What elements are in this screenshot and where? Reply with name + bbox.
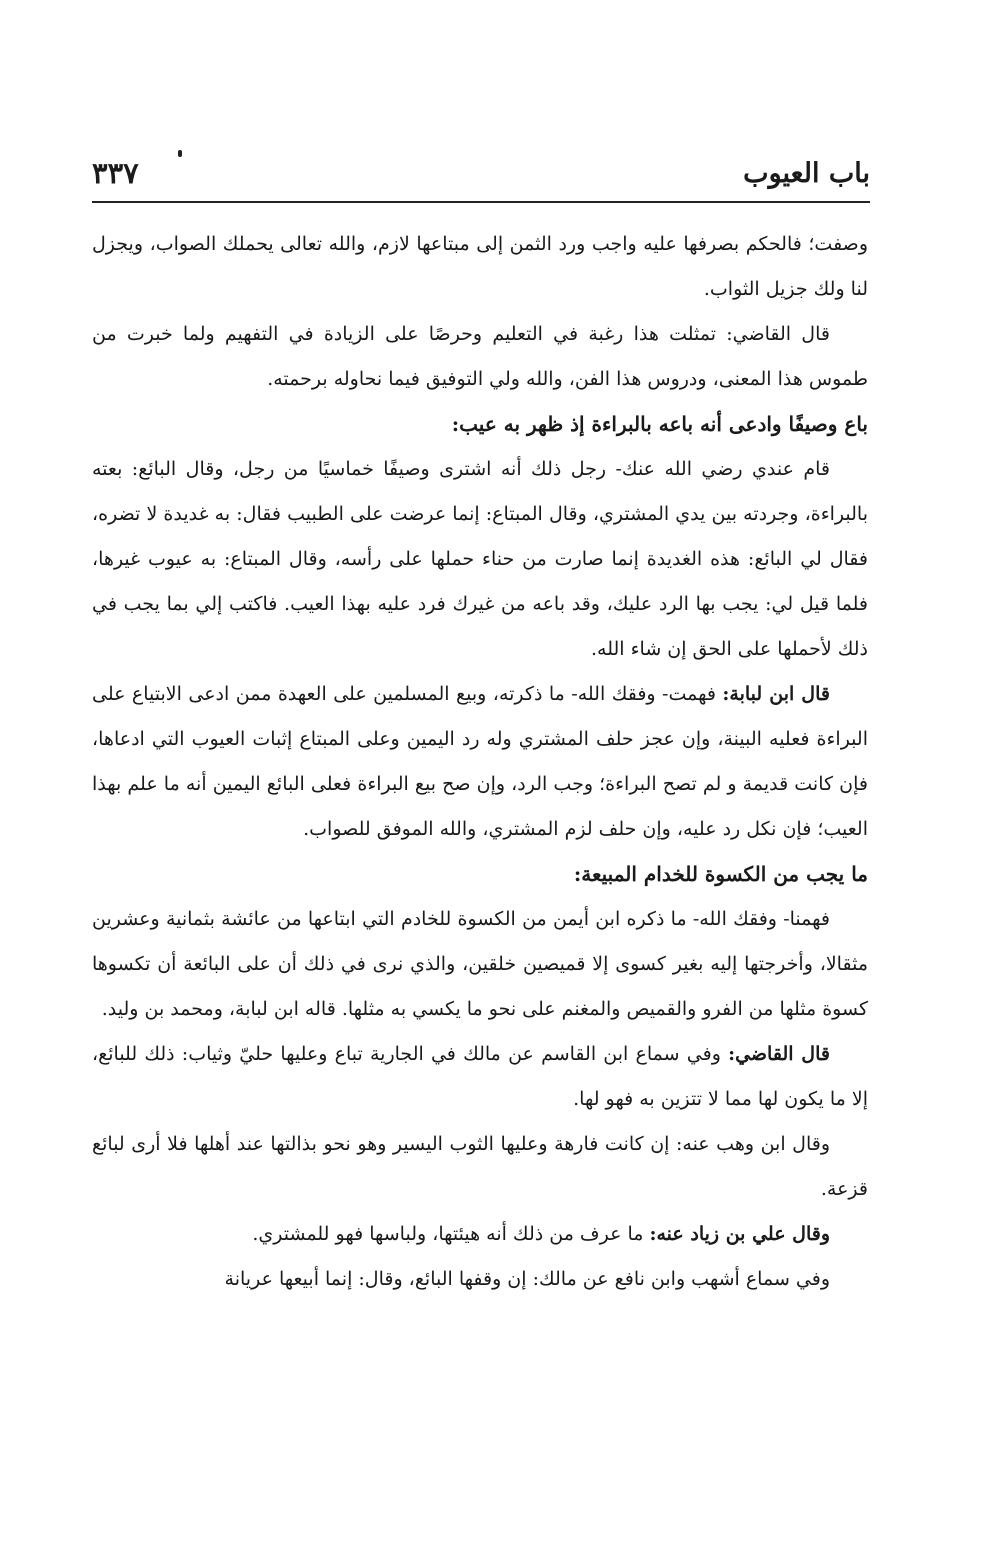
paragraph-text: ما عرف من ذلك أنه هيئتها، ولباسها فهو للمشتري. [252,1223,650,1245]
section-heading: باع وصيفًا وادعى أنه باعه بالبراءة إذ ظهر به عيب: [451,412,868,436]
paragraph: فهمنا- وفقك الله- ما ذكره ابن أيمن من الكسوة للخادم التي ابتاعها من عائشة بثمانية وعشرين مثقالا، وأخرجتها إليه بغير كسوى إلا قميصين خلقين، والذي نرى في ذلك أن على البائعة أن تكسوها كسوة مثلها من الفرو والقميص والمغنم على نحو ما يكسي به مثلها. قاله ابن لبابة، ومحمد بن وليد. [92,908,868,1020]
header-rule [92,201,870,203]
section-heading: ما يجب من الكسوة للخدام المبيعة: [573,862,868,886]
page-header [92,150,870,200]
running-title: باب العيوب [743,158,870,189]
page-number: ٣٣٧ [92,156,139,190]
paragraph-text: وفي سماع ابن القاسم عن مالك في الجارية تباع وعليها حليّ وثياب: ذلك للبائع، إلا ما يكون لها مما لا تتزين به فهو لها. [92,1043,868,1110]
paragraph-text: فهمت- وفقك الله- ما ذكرته، وبيع المسلمين على العهدة ممن ادعى الابتياع على البراءة فعليه البينة، وإن عجز حلف المشتري وله رد اليمين وعلى المبتاع إثبات العيوب التي ادعاها، فإن كانت قديمة و لم تصح البراءة؛ وجب الرد، وإن صح بيع البراءة فعلى البائع اليمين أنه ما علم بهذا العيب؛ فإن نكل رد عليه، وإن حلف لزم المشتري، والله الموفق للصواب. [92,683,868,840]
speaker-label: قال القاضي: [728,1043,830,1065]
page-body [92,222,868,1302]
paragraph [92,672,868,852]
speaker-label: قال ابن لبابة: [722,683,830,705]
paragraph: وقال ابن وهب عنه: إن كانت فارهة وعليها الثوب اليسير وهو نحو بذالتها عند أهلها فلا أرى لبائع قزعة. [92,1133,868,1200]
paragraph [92,1032,868,1122]
paragraph: قال القاضي: تمثلت هذا رغبة في التعليم وحرصًا على الزيادة في التفهيم ولما خبرت من طموس هذا المعنى، ودروس هذا الفن، والله ولي التوفيق فيما نحاوله برحمته. [92,323,868,390]
print-speck [178,150,182,157]
paragraph [92,1212,868,1257]
speaker-label: وقال علي بن زياد عنه: [649,1223,830,1245]
paragraph: وفي سماع أشهب وابن نافع عن مالك: إن وقفها البائع، وقال: إنما أبيعها عريانة [224,1268,830,1290]
paragraph: قام عندي رضي الله عنك- رجل ذلك أنه اشترى وصيفًا خماسيًا من رجل، وقال البائع: بعته بالبراءة، وجردته بين يدي المشتري، وقال المبتاع: إنما عرضت على الطبيب فقال: به غديدة لا تضره، فقال لي البائع: هذه الغديدة إنما صارت من حناء حملها على رأسه، وقال المبتاع: به عيوب غيرها، فلما قيل لي: يجب بها الرد عليك، وقد باعه من غيرك فرد عليه بهذا العيب. فاكتب إلي بما يجب في ذلك لأحملها على الحق إن شاء الله. [92,458,868,660]
paragraph: وصفت؛ فالحكم بصرفها عليه واجب ورد الثمن إلى مبتاعها لازم، والله تعالى يحملك الصواب، ويجزل لنا ولك جزيل الثواب. [92,233,868,300]
